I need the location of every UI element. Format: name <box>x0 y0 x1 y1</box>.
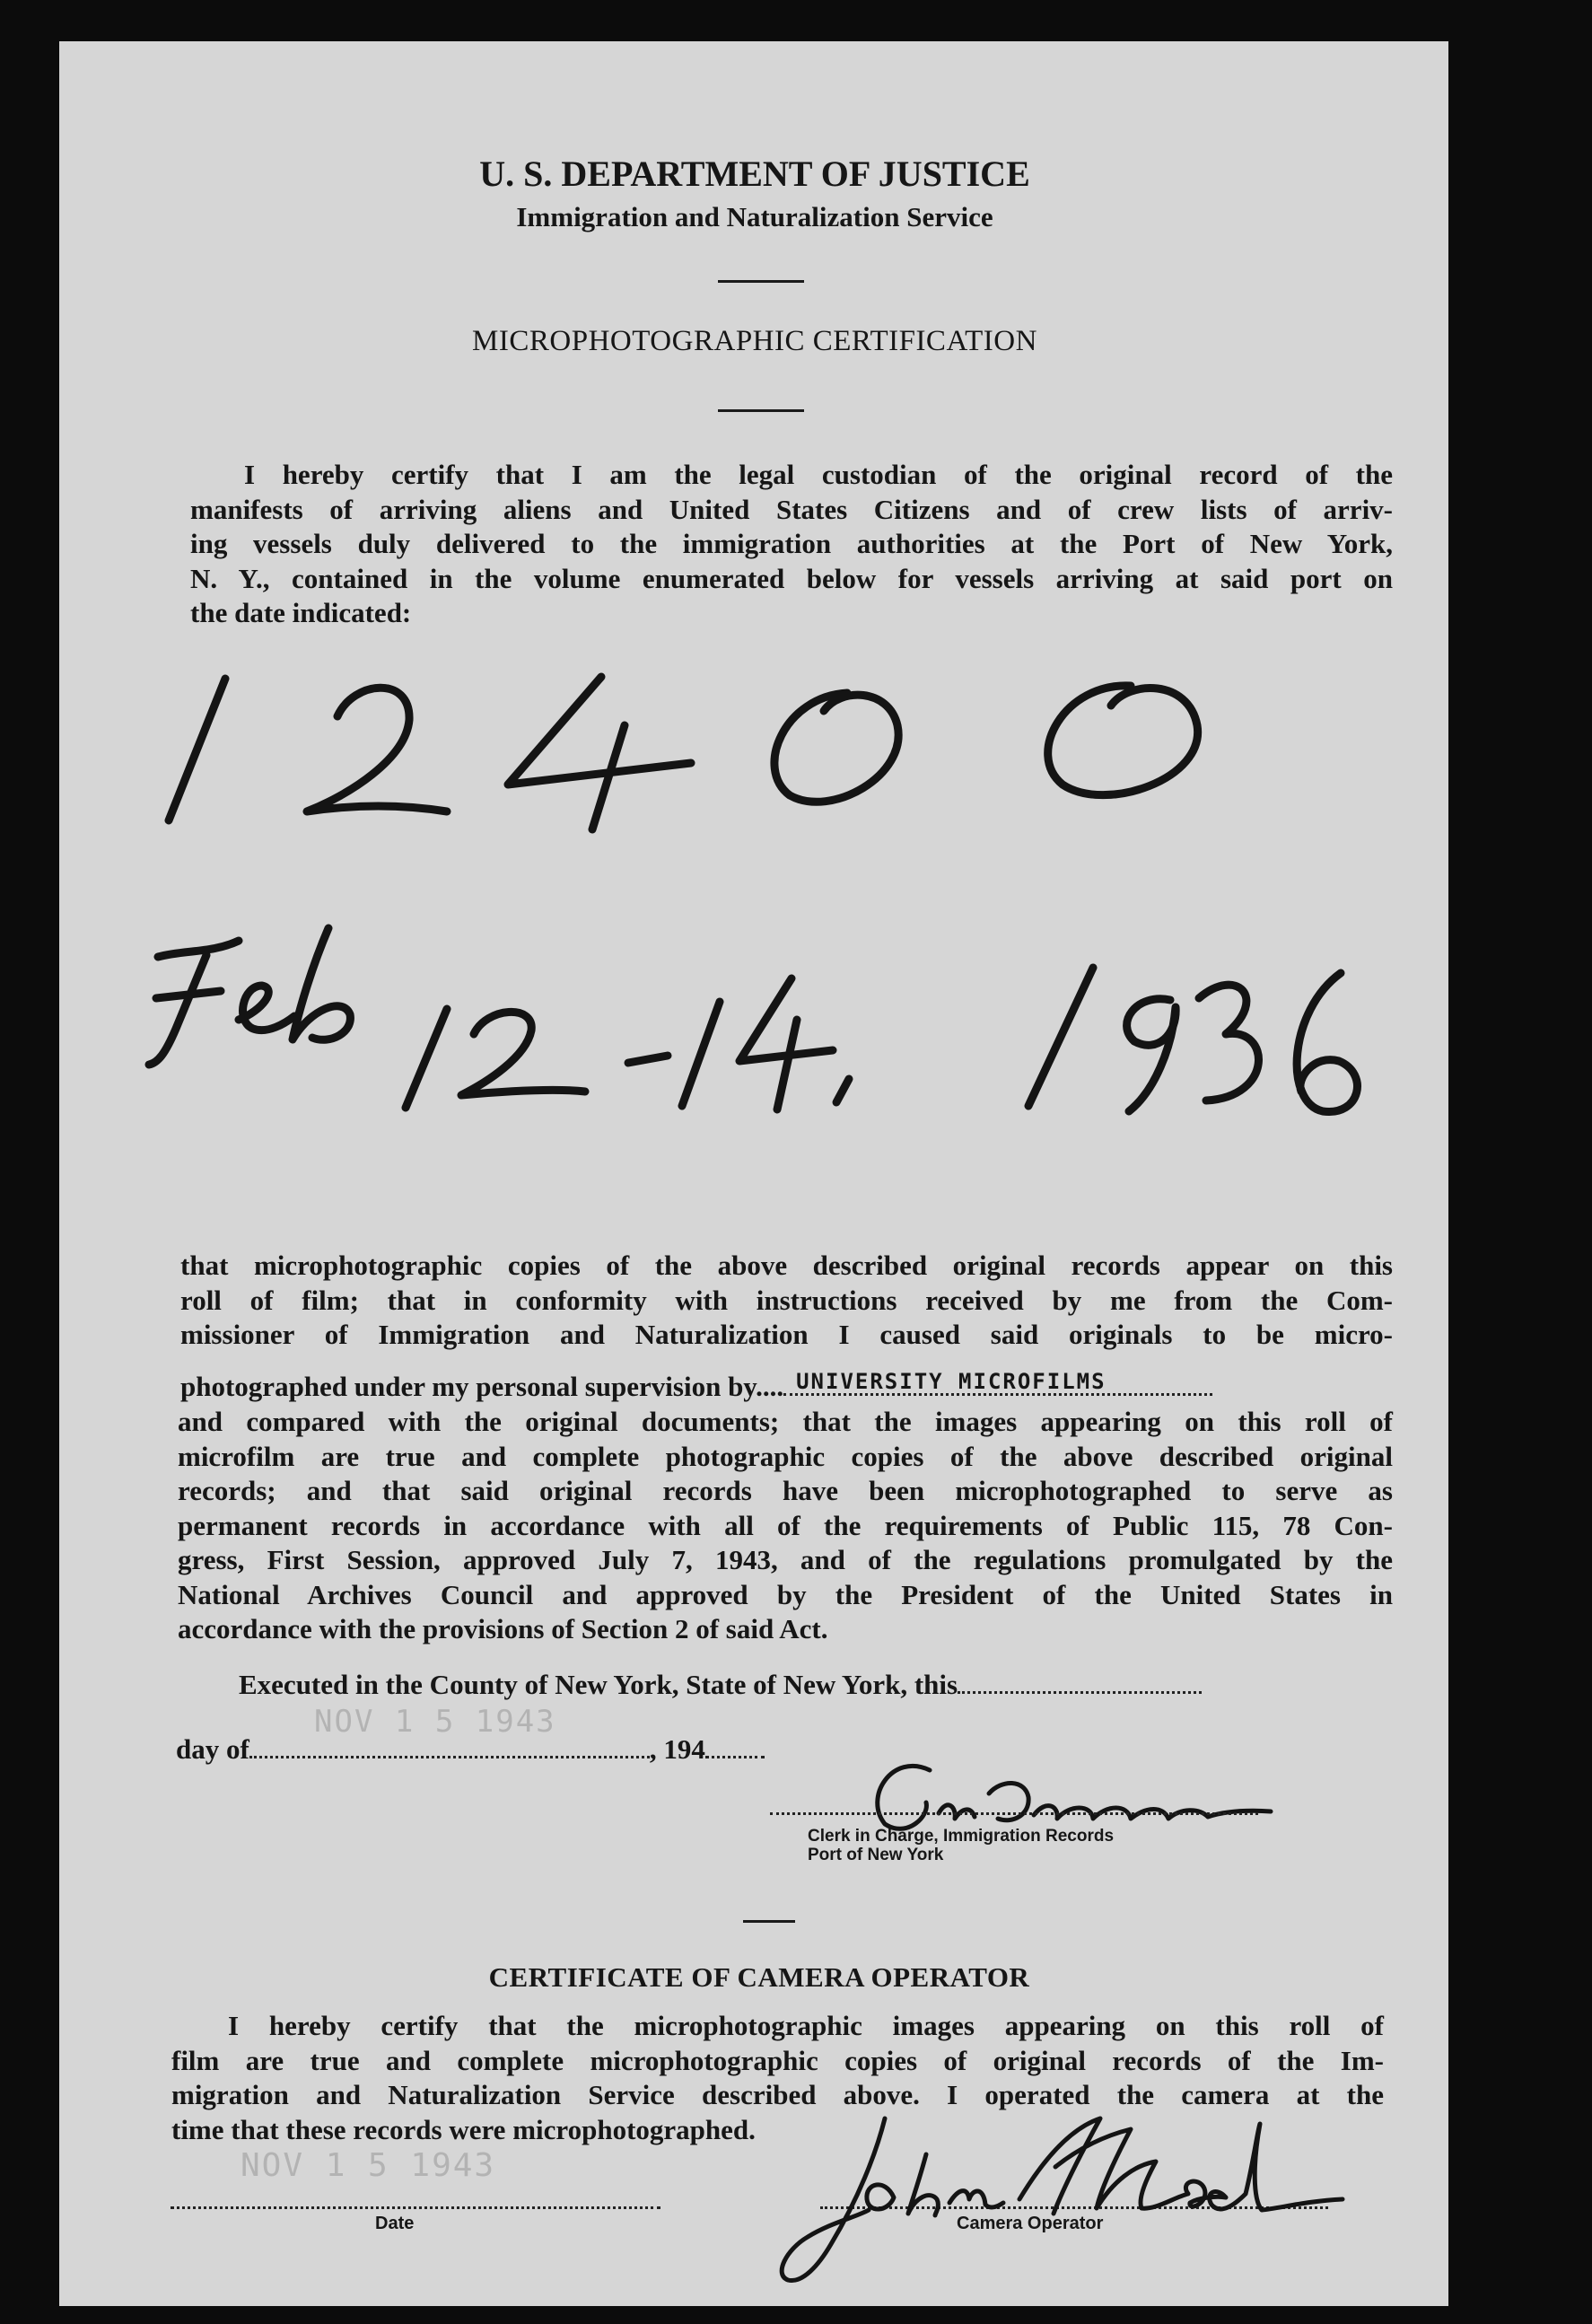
certificate-page <box>59 41 1448 2306</box>
operator-signature <box>750 2092 1378 2307</box>
text-line: records; and that said original records have been microphotographed to serve as <box>178 1475 1393 1506</box>
clerk-port: Port of New York <box>808 1846 944 1864</box>
divider <box>718 409 804 412</box>
text-line: film are true and complete microphotographic copies of original records of the Im- <box>171 2044 1384 2076</box>
date-line <box>171 2206 660 2209</box>
supervision-line <box>180 1370 1393 1404</box>
service-subtitle: Immigration and Naturalization Service <box>516 201 993 232</box>
clerk-title: Clerk in Charge, Immigration Records <box>808 1827 1115 1846</box>
year-field <box>705 1736 765 1758</box>
custodian-intro <box>190 458 1393 631</box>
date-label: Date <box>375 2214 415 2233</box>
text-line: permanent records in accordance with all of the requirements of Public 115, 78 Con- <box>178 1509 1393 1541</box>
clerk-signature-line <box>770 1812 1258 1815</box>
supervision-label: photographed under my personal supervision by.... <box>180 1371 784 1402</box>
text-line: accordance with the provisions of Section 2 of said Act. <box>178 1613 828 1644</box>
executed-text: Executed in the County of New York, State of New York, this <box>239 1669 958 1700</box>
supervision-field <box>783 1370 1212 1396</box>
text-line: manifests of arriving aliens and United States Citizens and of crew lists of arriv- <box>190 493 1393 525</box>
divider <box>743 1920 795 1923</box>
day-of-line <box>176 1733 765 1766</box>
camera-operator-heading: CERTIFICATE OF CAMERA OPERATOR <box>488 1961 1030 1993</box>
year-prefix: , 194 <box>649 1733 705 1765</box>
text-line: that microphotographic copies of the above described original records appear on this <box>180 1250 1393 1281</box>
operator-label: Camera Operator <box>957 2214 1104 2233</box>
form-title: MICROPHOTOGRAPHIC CERTIFICATION <box>472 325 1037 357</box>
date-stamp: NOV 1 5 1943 <box>314 1704 556 1740</box>
text-line: the date indicated: <box>190 597 412 628</box>
text-line: National Archives Council and approved by the President of the United States in <box>178 1578 1393 1610</box>
divider <box>718 280 804 283</box>
text-line: missioner of Immigration and Naturalization I caused said originals to be micro- <box>180 1319 1393 1350</box>
text-line: N. Y., contained in the volume enumerated below for vessels arriving at said port on <box>190 562 1393 594</box>
supervision-value: UNIVERSITY MICROFILMS <box>796 1369 1107 1394</box>
date-stamp: NOV 1 5 1943 <box>241 2147 496 2184</box>
handwritten-volume-number <box>113 634 1280 849</box>
text-line: migration and Naturalization Service described above. I operated the camera at the <box>171 2079 1384 2110</box>
text-line: time that these records were microphotographed. <box>171 2113 756 2145</box>
text-line: ing vessels duly delivered to the immigration authorities at the Port of New York, <box>190 528 1393 559</box>
certification-body-continued <box>178 1405 1393 1647</box>
handwritten-date <box>86 903 1468 1136</box>
text-line: roll of film; that in conformity with instructions received by me from the Com- <box>180 1284 1393 1316</box>
text-line: gress, First Session, approved July 7, 1943, and of the regulations promulgated by the <box>178 1544 1393 1575</box>
department-title: U. S. DEPARTMENT OF JUSTICE <box>479 153 1030 194</box>
text-line: I hereby certify that the microphotographic images appearing on this roll of <box>228 2010 1384 2041</box>
executed-day-field <box>958 1671 1202 1694</box>
text-line: microfilm are true and complete photographic copies of the above described original <box>178 1440 1393 1472</box>
day-of-label: day of <box>176 1733 249 1765</box>
day-of-field <box>249 1736 650 1758</box>
text-line: and compared with the original documents; that the images appearing on this roll of <box>178 1406 1393 1437</box>
text-line: I hereby certify that I am the legal custodian of the original record of the <box>244 459 1393 490</box>
executed-line <box>239 1669 1202 1701</box>
certification-body <box>180 1249 1393 1353</box>
